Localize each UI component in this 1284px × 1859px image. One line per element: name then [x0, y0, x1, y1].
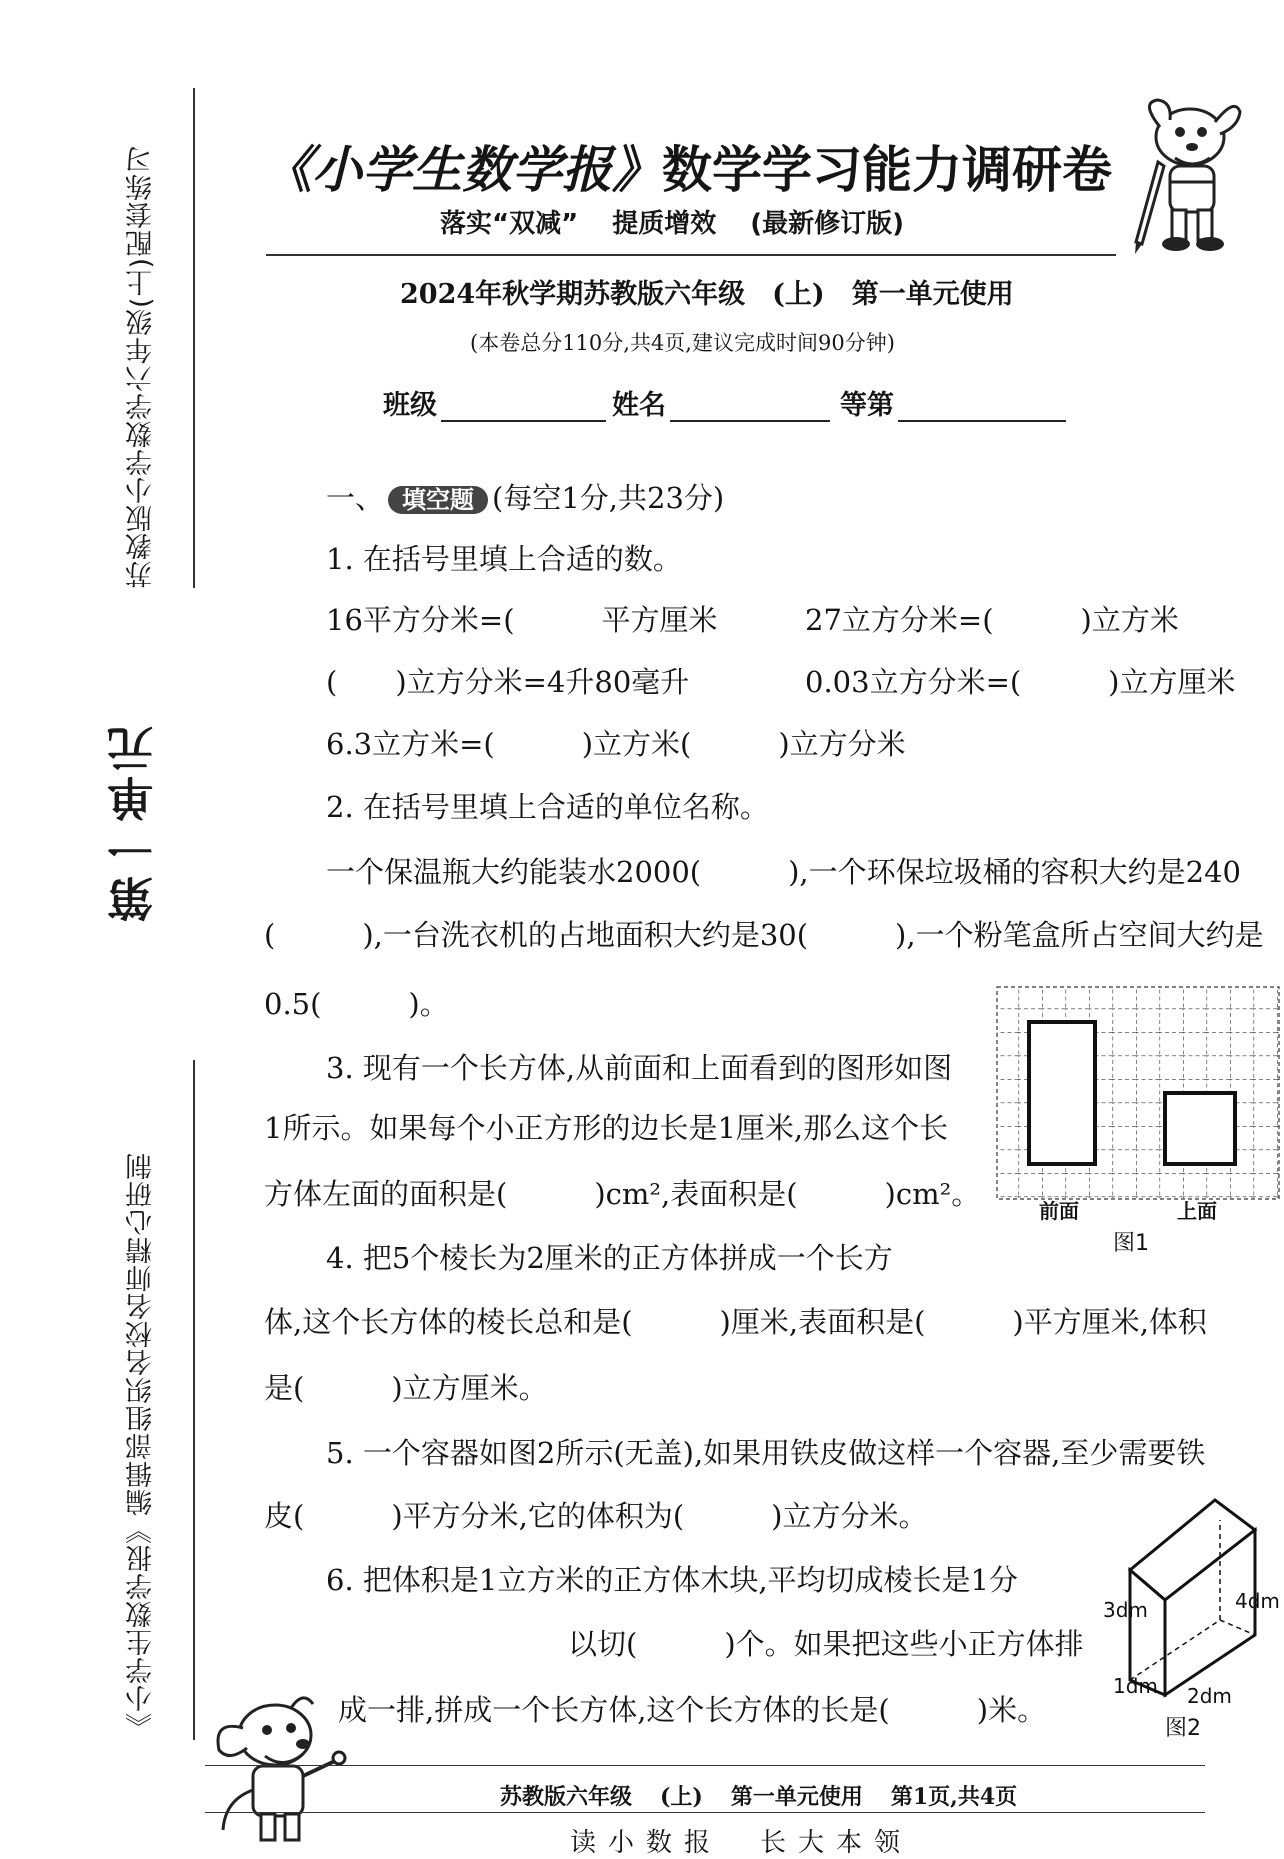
q6-line-1: 6. 把体积是1立方米的正方体木块,平均切成棱长是1分 — [326, 1563, 1019, 1597]
header-divider — [266, 254, 1116, 256]
q1-item-c: ( )立方分米=4升80毫升 — [326, 665, 690, 699]
q2-line-1: 一个保温瓶大约能装水2000( ),一个环保垃圾桶的容积大约是240 — [326, 855, 1242, 889]
footer-term: (上) — [660, 1784, 703, 1810]
figure1-front-label: 前面 — [1039, 1199, 1079, 1223]
slogan-shuangjian: 落实“双减” — [440, 209, 579, 239]
figure1-caption: 图1 — [1113, 1231, 1149, 1256]
paper-title — [262, 130, 1112, 202]
margin-unit-label: 第一单元 — [106, 722, 160, 922]
margin-publisher-text: 《小学生数学报》编辑部组织名校名师精心研制 — [126, 1152, 157, 1740]
figure1-front-view — [1029, 1022, 1095, 1164]
footer-info — [500, 1780, 1045, 1811]
edition-label: (最新修订版) — [750, 209, 904, 239]
semester-line: 2024年秋学期苏教版六年级 (上) 第一单元使用 — [400, 279, 1014, 310]
figure1-top-view — [1165, 1093, 1235, 1164]
q1-title: 1. 在括号里填上合适的数。 — [326, 542, 682, 576]
figure2-caption: 图2 — [1165, 1716, 1201, 1741]
footer-slogan: 读小数报 长大本领 — [570, 1828, 913, 1858]
section1-prefix: 一、 — [326, 481, 385, 515]
slogan-tizhi: 提质增效 — [612, 209, 717, 239]
exam-note: (本卷总分110分,共4页,建议完成时间90分钟) — [470, 331, 895, 355]
q1-item-d: 0.03立方分米=( )立方厘米 — [805, 665, 1236, 699]
section1-heading — [326, 481, 725, 515]
margin-series-text: 苏教版小学数学六年级(上)配套练习 — [126, 144, 157, 588]
q4-line-1: 4. 把5个棱长为2厘米的正方体拼成一个长方 — [326, 1241, 893, 1275]
q1-item-b: 27立方分米=( )立方米 — [805, 603, 1179, 637]
footer-divider-2 — [205, 1812, 1205, 1813]
footer-page: 第1页,共4页 — [890, 1784, 1018, 1810]
class-blank[interactable] — [441, 394, 606, 422]
figure1-top-label: 上面 — [1177, 1199, 1217, 1223]
q6-line-3: 成一排,拼成一个长方体,这个长方体的长是( )米。 — [338, 1693, 1047, 1727]
q2-line-2: ( ),一台洗衣机的占地面积大约是30( ),一个粉笔盒所占空间大约是 — [264, 918, 1264, 952]
mascot-dog-top-icon — [1120, 92, 1250, 257]
class-label: 班级 — [383, 390, 437, 421]
q4-line-2: 体,这个长方体的棱长总和是( )厘米,表面积是( )平方厘米,体积 — [264, 1305, 1207, 1339]
grade-field[interactable] — [840, 383, 1066, 422]
q5-line-1: 5. 一个容器如图2所示(无盖),如果用铁皮做这样一个容器,至少需要铁 — [326, 1436, 1206, 1470]
footer-grade: 苏教版六年级 — [500, 1784, 633, 1810]
footer-divider — [205, 1765, 1205, 1766]
grade-blank[interactable] — [898, 394, 1066, 422]
section1-badge: 填空题 — [388, 486, 488, 514]
margin-divider-top — [193, 88, 195, 588]
q2-line-3: 0.5( )。 — [264, 987, 449, 1021]
footer-unit: 第一单元使用 — [730, 1784, 863, 1810]
margin-divider-bottom — [193, 1060, 195, 1740]
figure1 — [995, 985, 1273, 1265]
mascot-dog-bottom-icon — [205, 1690, 355, 1844]
q3-line-1: 3. 现有一个长方体,从前面和上面看到的图形如图 — [326, 1051, 953, 1085]
q5-line-2: 皮( )平方分米,它的体积为( )立方分米。 — [264, 1499, 928, 1533]
q1-item-e: 6.3立方米=( )立方米( )立方分米 — [326, 727, 906, 761]
subtitle — [440, 203, 938, 240]
name-label: 姓名 — [612, 390, 666, 421]
figure2-label-2dm: 2dm — [1187, 1684, 1232, 1708]
figure2 — [1095, 1485, 1280, 1745]
section1-scoring: (每空1分,共23分) — [492, 481, 725, 515]
name-blank[interactable] — [670, 394, 830, 422]
q6-line-2: 以切( )个。如果把这些小正方体排 — [568, 1627, 1084, 1661]
brand-name: 《小学生数学报》 — [262, 140, 662, 199]
q3-line-2: 1所示。如果每个小正方形的边长是1厘米,那么这个长 — [264, 1111, 949, 1145]
name-field[interactable] — [612, 383, 830, 422]
q1-item-a: 16平方分米=( 平方厘米 — [326, 603, 718, 637]
grade-label: 等第 — [840, 390, 894, 421]
title-rest: 数学学习能力调研卷 — [662, 140, 1112, 199]
q4-line-3: 是( )立方厘米。 — [264, 1371, 548, 1405]
q2-title: 2. 在括号里填上合适的单位名称。 — [326, 790, 769, 824]
figure2-label-3dm: 3dm — [1103, 1598, 1148, 1622]
q3-line-3: 方体左面的面积是( )cm²,表面积是( )cm²。 — [264, 1177, 981, 1211]
figure2-label-4dm: 4dm — [1235, 1589, 1280, 1613]
class-field[interactable] — [383, 383, 606, 422]
figure2-label-1dm: 1dm — [1113, 1674, 1158, 1698]
